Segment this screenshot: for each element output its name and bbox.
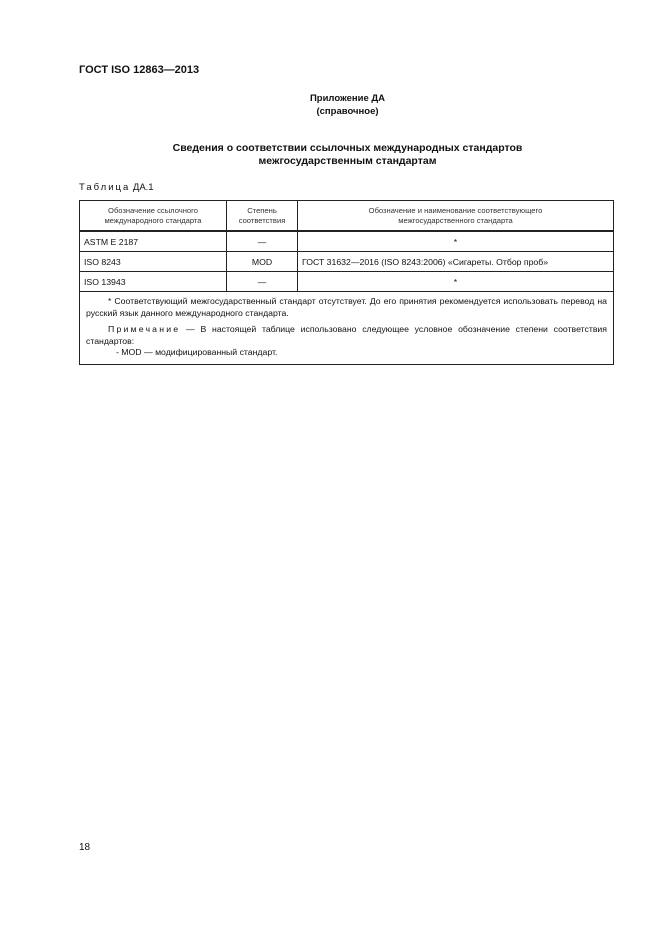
section-title-line-2: межгосударственным стандартам (258, 155, 437, 167)
header-col3-line1: Обозначение и наименование соответствующего (368, 205, 543, 215)
header-col1-line1: Обозначение ссылочного (108, 205, 198, 215)
table-footnote: * Соответствующий межгосударственный стандарт отсутствует. До его принятия рекомендуется использовать перевод на русский язык данного международного стандарта. (86, 296, 607, 318)
page-number: 18 (79, 842, 91, 853)
section-title-line-1: Сведения о соответствии ссылочных международных стандартов (172, 142, 523, 154)
header-col3-line2: межгосударственного стандарта (398, 215, 513, 225)
annex-heading (17, 92, 661, 118)
note-item: - MOD — модифицированный стандарт. (116, 347, 278, 357)
table-row (80, 252, 614, 272)
document-code: ГОСТ ISO 12863—2013 (79, 64, 200, 76)
annex-title: Приложение ДА (309, 93, 386, 104)
table-caption-number: ДА.1 (130, 182, 154, 193)
note-text: — В настоящей таблице использовано следующее условное обозначение степени соответствия стандартов: (86, 324, 607, 346)
table-caption-word: Таблица (79, 182, 131, 193)
table-header-row (80, 201, 614, 232)
correspondence-table (79, 200, 614, 365)
cell-reference: ISO 13943 (80, 272, 227, 292)
cell-degree: MOD (227, 252, 298, 272)
table-row (80, 231, 614, 252)
cell-standard: ГОСТ 31632—2016 (ISO 8243:2006) «Сигареты. Отбор проб» (298, 252, 614, 272)
cell-reference: ASTM E 2187 (80, 231, 227, 252)
header-degree (227, 201, 298, 232)
cell-standard: * (298, 272, 614, 292)
header-col2-line1: Степень (247, 205, 277, 215)
table-notes (80, 292, 614, 365)
table-notes-row (80, 292, 614, 365)
cell-degree: — (227, 231, 298, 252)
table-note (86, 324, 607, 347)
header-col2-line2: соответствия (238, 215, 286, 225)
cell-standard: * (298, 231, 614, 252)
header-interstate-standard (298, 201, 614, 232)
table-row (80, 272, 614, 292)
cell-degree: — (227, 272, 298, 292)
header-reference-standard (80, 201, 227, 232)
cell-reference: ISO 8243 (80, 252, 227, 272)
annex-subtitle: (справочное) (316, 106, 379, 117)
section-title (17, 142, 661, 168)
note-label: Примечание (108, 324, 181, 334)
table-caption (79, 182, 154, 193)
header-col1-line2: международного стандарта (104, 215, 202, 225)
